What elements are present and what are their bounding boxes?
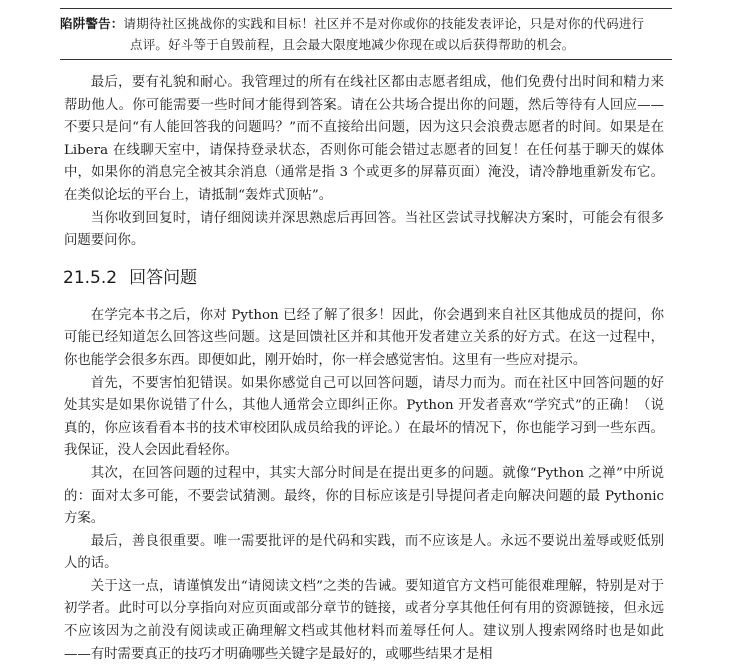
warning-line-2: 点评。好斗等于自毁前程，且会最大限度地减少你现在或以后获得帮助的机会。 <box>130 37 575 52</box>
section-heading <box>63 267 664 289</box>
paragraph: 最后，善良很重要。唯一需要批评的是代码和实践，而不应该是人。永远不要说出羞辱或贬低别人的话。 <box>64 533 664 572</box>
warning-line-1: 请期待社区挑战你的实践和目标！社区并不是对你或你的技能发表评论，只是对你的代码进行 <box>123 16 645 31</box>
paragraph: 在学完本书之后，你对 Python 已经了解了很多！因此，你会遇到来自社区其他成员的提问，你可能已经知道怎么回答这些问题。这是回馈社区并和其他开发者建立关系的好方式。在这一过程中，你也能学会很多东西。即便如此，刚开始时，你一样会感觉害怕。这里有一些应对提示。 <box>64 307 664 368</box>
pitfall-warning-box <box>60 8 672 60</box>
paragraph: 首先，不要害怕犯错误。如果你感觉自己可以回答问题，请尽力而为。而在社区中回答问题的好处其实是如果你说错了什么，其他人通常会立即纠正你。Python 开发者喜欢“学究式”的正确！（说真的，你应该看看本书的技术审校团队成员给我的评论。）在最坏的情况下，你也能学习到一些东西。我保证，没人会因此看轻你。 <box>64 375 664 459</box>
paragraph: 关于这一点，请谨慎发出“请阅读文档”之类的告诫。要知道官方文档可能很难理解，特别是对于初学者。此时可以分享指向对应页面或部分章节的链接，或者分享其他任何有用的资源链接，但永远不应该因为之前没有阅读或正确理解文档或其他材料而羞辱任何人。建议别人搜索网络时也是如此——有时需要真正的技巧才明确哪些关键字是最好的，或哪些结果才是相 <box>64 578 664 662</box>
paragraph: 其次，在回答问题的过程中，其实大部分时间是在提出更多的问题。就像“Python 之禅”中所说的：面对太多可能，不要尝试猜测。最终，你的目标应该是引导提问者走向解决问题的最 Pythonic 方案。 <box>64 465 664 527</box>
warning-label: 陷阱警告： <box>60 16 124 31</box>
paragraph: 当你收到回复时，请仔细阅读并深思熟虑后再回答。当社区尝试寻找解决方案时，可能会有很多问题要问你。 <box>64 210 664 249</box>
section-number: 21.5.2 <box>63 267 118 288</box>
paragraph: 最后，要有礼貌和耐心。我管理过的所有在线社区都由志愿者组成，他们免费付出时间和精力来帮助他人。你可能需要一些时间才能得到答案。请在公共场合提出你的问题，然后等待有人回应——不要只是问“有人能回答我的问题吗？”而不直接给出问题，因为这只会浪费志愿者的时间。如果是在 Libera 在线聊天室中，请保持登录状态，否则你可能会错过志愿者的回复！在任何基于聊天的媒体中，如果你的消息完全被其余消息（通常是指 3 个或更多的屏幕页面）淹没，请冷静地重新发布它。在类似论坛的平台上，请抵制“轰炸式顶帖”。 <box>64 75 664 203</box>
page-body <box>64 72 664 666</box>
section-title: 回答问题 <box>129 267 198 288</box>
